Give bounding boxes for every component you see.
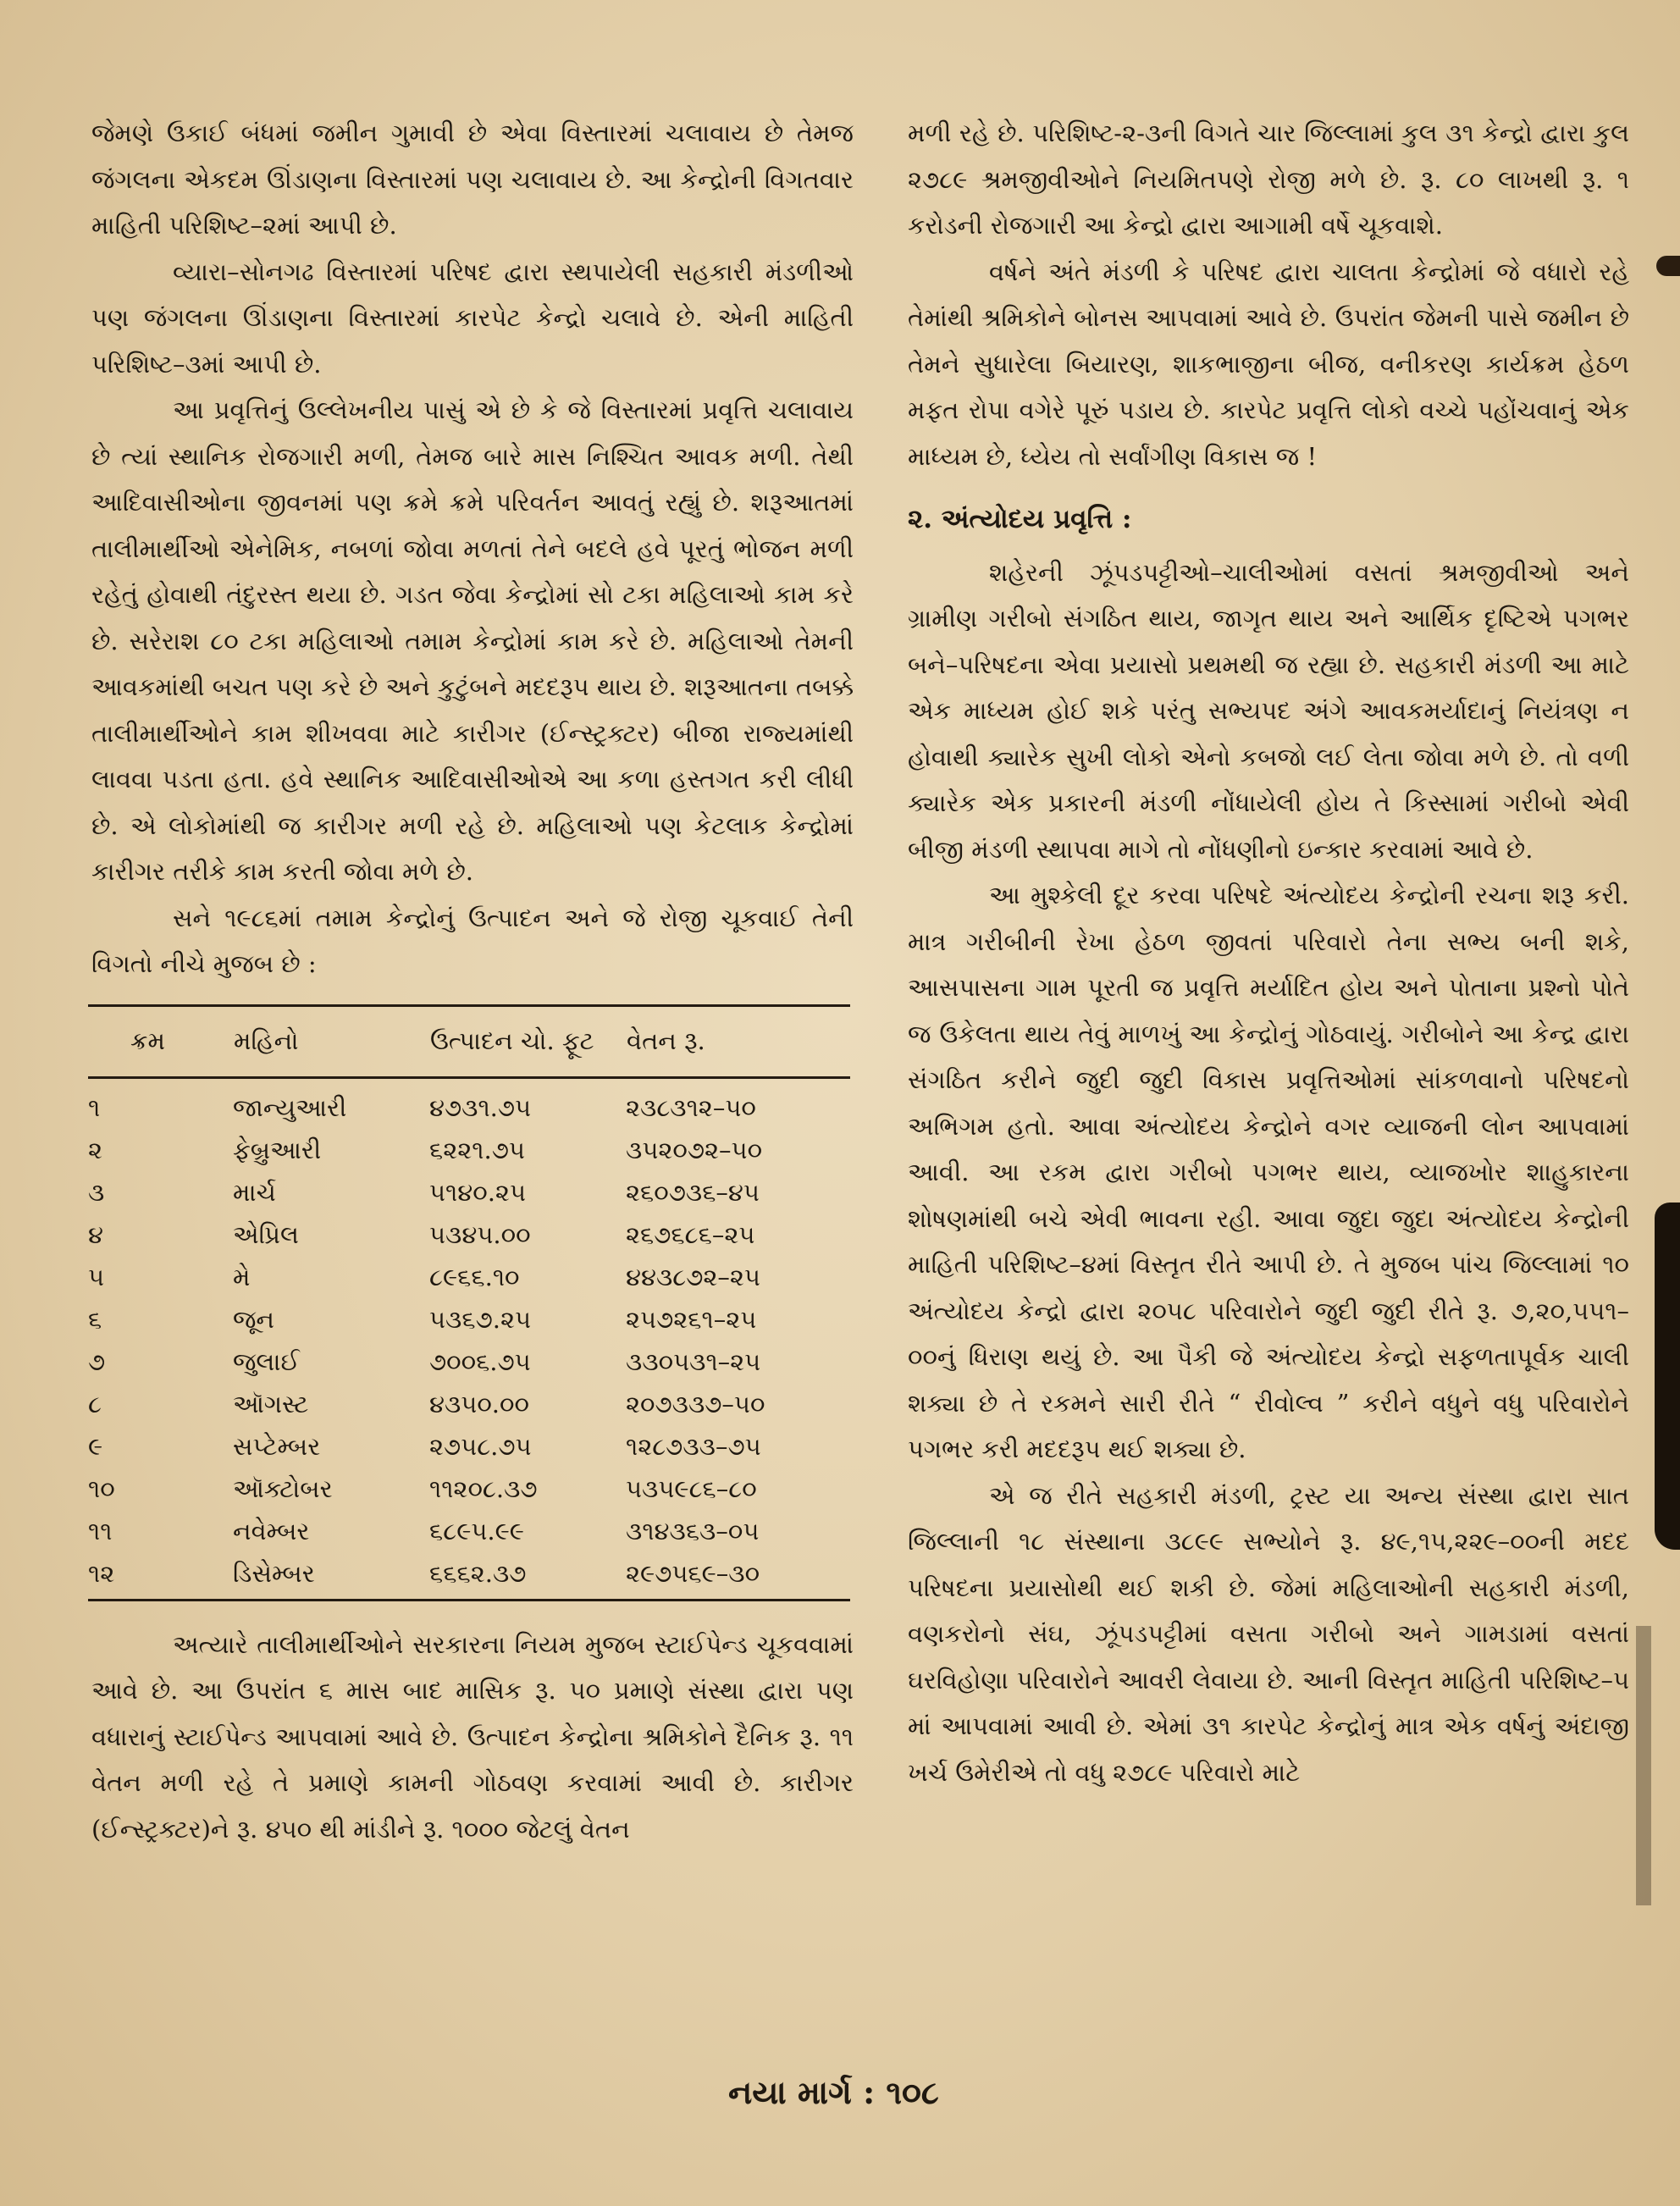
table-row bbox=[88, 1130, 850, 1172]
cell-month: મે bbox=[233, 1263, 251, 1291]
cell-serial: ૯ bbox=[88, 1432, 103, 1461]
cell-serial: ૧૧ bbox=[88, 1517, 113, 1545]
cell-serial: ૧૨ bbox=[88, 1553, 233, 1601]
cell-production: ૬૮૯૫.૯૯ bbox=[429, 1517, 524, 1545]
paragraph: અત્યારે તાલીમાર્થીઓને સરકારના નિયમ મુજબ સ્ટાઈપેન્ડ ચૂકવવામાં આવે છે. આ ઉપરાંત ૬ માસ બાદ માસિક રૂ. ૫૦ પ્રમાણે સંસ્થા દ્વારા પણ વધારાનું સ્ટાઈપેન્ડ આપવામાં આવે છે. ઉત્પાદન કેન્દ્રોના શ્રમિકોને દૈનિક રૂ. ૧૧ વેતન મળી રહે તે પ્રમાણે કામની ગોઠવણ કરવામાં આવી છે. કારીગર (ઈન્સ્ટ્રક્ટર)ને રૂ. ૪૫૦ થી માંડીને રૂ. ૧૦૦૦ જેટલું વેતન bbox=[91, 1629, 854, 1844]
cell-production: ૬૨૨૧.૭૫ bbox=[429, 1136, 525, 1164]
table-header-row bbox=[88, 1005, 850, 1077]
left-column bbox=[88, 110, 854, 1852]
cell-wages: ૨૫૭૨૬૧–૨૫ bbox=[626, 1305, 757, 1334]
production-table bbox=[88, 1004, 850, 1601]
header-wages: વેતન રૂ. bbox=[626, 1005, 850, 1077]
cell-production: ૬૬૬૨.૩૭ bbox=[429, 1553, 626, 1601]
cell-wages: ૨૬૦૭૩૬–૪૫ bbox=[626, 1178, 760, 1207]
page-stain bbox=[1636, 1626, 1651, 1905]
cell-serial: ૬ bbox=[88, 1305, 102, 1334]
cell-wages: ૨૯૭૫૬૯–૩૦ bbox=[626, 1553, 850, 1601]
cell-production: ૪૭૩૧.૭૫ bbox=[429, 1093, 532, 1122]
table-row bbox=[88, 1511, 850, 1553]
cell-serial: ૫ bbox=[88, 1263, 105, 1291]
cell-serial: ૧૦ bbox=[88, 1474, 115, 1503]
table-row bbox=[88, 1468, 850, 1511]
cell-production: ૪૩૫૦.૦૦ bbox=[429, 1390, 529, 1418]
header-month: મહિનો bbox=[233, 1005, 429, 1077]
paragraph: જેમણે ઉકાઈ બંધમાં જમીન ગુમાવી છે એવા વિસ્તારમાં ચલાવાય છે તેમજ જંગલના એકદમ ઊંડાણના વિસ્તારમાં પણ ચલાવાય છે. આ કેન્દ્રોની વિગતવાર માહિતી પરિશિષ્ટ–૨માં આપી છે. bbox=[91, 119, 854, 240]
table-row bbox=[88, 1299, 850, 1341]
page-damage bbox=[1655, 1203, 1680, 1550]
table-row bbox=[88, 1426, 850, 1468]
page-tear bbox=[1656, 256, 1680, 276]
header-production: ઉત્પાદન ચો. ફૂટ bbox=[429, 1005, 626, 1077]
cell-wages: ૨૬૭૬૮૬–૨૫ bbox=[626, 1220, 755, 1249]
cell-wages: ૪૪૩૮૭૨–૨૫ bbox=[626, 1263, 760, 1291]
cell-month: એપ્રિલ bbox=[233, 1220, 299, 1249]
table-row bbox=[88, 1384, 850, 1426]
cell-production: ૭૦૦૬.૭૫ bbox=[429, 1347, 531, 1376]
cell-wages: ૩૫૨૦૭૨–૫૦ bbox=[626, 1136, 763, 1164]
section-heading: ૨. અંત્યોદય પ્રવૃત્તિ : bbox=[908, 504, 1132, 534]
cell-month: જુલાઈ bbox=[233, 1347, 300, 1376]
cell-production: ૫૩૬૭.૨૫ bbox=[429, 1305, 532, 1334]
cell-wages: ૩૩૦૫૩૧–૨૫ bbox=[626, 1347, 761, 1376]
table-row bbox=[88, 1341, 850, 1384]
cell-month: ઑક્ટોબર bbox=[233, 1474, 333, 1503]
paragraph: આ પ્રવૃત્તિનું ઉલ્લેખનીય પાસું એ છે કે જે વિસ્તારમાં પ્રવૃત્તિ ચલાવાય છે ત્યાં સ્થાનિક રોજગારી મળી, તેમજ બારે માસ નિશ્ચિત આવક મળી. તેથી આદિવાસીઓના જીવનમાં પણ ક્રમે ક્રમે પરિવર્તન આવતું રહ્યું છે. શરૂઆતમાં તાલીમાર્થીઓ એનેમિક, નબળાં જોવા મળતાં તેને બદલે હવે પૂરતું ભોજન મળી રહેતું હોવાથી તંદુરસ્ત થયા છે. ગડત જેવા કેન્દ્રોમાં સો ટકા મહિલાઓ કામ કરે છે. સરેરાશ ૮૦ ટકા મહિલાઓ તમામ કેન્દ્રોમાં કામ કરે છે. મહિલાઓ તેમની આવકમાંથી બચત પણ કરે છે અને કુટુંબને મદદરૂપ થાય છે. શરૂઆતના તબક્કે તાલીમાર્થીઓને કામ શીખવવા માટે કારીગર (ઈન્સ્ટ્રક્ટર) બીજા રાજ્યમાંથી લાવવા પડતા હતા. હવે સ્થાનિક આદિવાસીઓએ આ કળા હસ્તગત કરી લીધી છે. એ લોકોમાંથી જ કારીગર મળી રહે છે. મહિલાઓ પણ કેટલાક કેન્દ્રોમાં કારીગર તરીકે કામ કરતી જોવા મળે છે. bbox=[91, 395, 854, 886]
paragraph: સને ૧૯૮૬માં તમામ કેન્દ્રોનું ઉત્પાદન અને જે રોજી ચૂકવાઈ તેની વિગતો નીચે મુજબ છે : bbox=[91, 903, 854, 978]
paragraph: વર્ષને અંતે મંડળી કે પરિષદ દ્વારા ચાલતા કેન્દ્રોમાં જે વધારો રહે તેમાંથી શ્રમિકોને બોનસ આપવામાં આવે છે. ઉપરાંત જેમની પાસે જમીન છે તેમને સુધારેલા બિયારણ, શાકભાજીના બીજ, વનીકરણ કાર્યક્રમ હેઠળ મફત રોપા વગેરે પૂરું પડાય છે. કારપેટ પ્રવૃત્તિ લોકો વચ્ચે પહોંચવાનું એક માધ્યમ છે, ધ્યેય તો સર્વાંગીણ વિકાસ જ ! bbox=[908, 257, 1629, 471]
cell-month: માર્ચ bbox=[233, 1178, 276, 1207]
cell-production: ૫૩૪૫.૦૦ bbox=[429, 1220, 531, 1249]
cell-month: સપ્ટેમ્બર bbox=[233, 1432, 321, 1461]
cell-production: ૨૭૫૮.૭૫ bbox=[429, 1432, 532, 1461]
cell-serial: ૧ bbox=[88, 1093, 101, 1122]
cell-production: ૫૧૪૦.૨૫ bbox=[429, 1178, 526, 1207]
table-row bbox=[88, 1257, 850, 1299]
table-row bbox=[88, 1077, 850, 1130]
cell-production: ૮૯૬૬.૧૦ bbox=[429, 1263, 520, 1291]
page-footer: નયા માર્ગ : ૧૦૮ bbox=[728, 2073, 939, 2111]
cell-wages: ૩૧૪૩૬૩–૦૫ bbox=[626, 1517, 760, 1545]
cell-month: ફેબ્રુઆરી bbox=[233, 1136, 322, 1164]
cell-wages: ૨૩૮૩૧૨–૫૦ bbox=[626, 1093, 756, 1122]
paragraph: આ મુશ્કેલી દૂર કરવા પરિષદે અંત્યોદય કેન્દ્રોની રચના શરૂ કરી. માત્ર ગરીબીની રેખા હેઠળ જીવતાં પરિવારો તેના સભ્ય બની શકે, આસપાસના ગામ પૂરતી જ પ્રવૃત્તિ મર્યાદિત હોય અને પોતાના પ્રશ્નો પોતે જ ઉકેલતા થાય તેવું માળખું આ કેન્દ્રોનું ગોઠવાયું. ગરીબોને આ કેન્દ્ર દ્વારા સંગઠિત કરીને જુદી જુદી વિકાસ પ્રવૃત્તિઓમાં સાંકળવાનો પરિષદનો અભિગમ હતો. આવા અંત્યોદય કેન્દ્રોને વગર વ્યાજની લોન આપવામાં આવી. આ રકમ દ્વારા ગરીબો પગભર થાય, વ્યાજખોર શાહુકારના શોષણમાંથી બચે એવી ભાવના રહી. આવા જુદા જુદા અંત્યોદય કેન્દ્રોની માહિતી પરિશિષ્ટ–૪માં વિસ્તૃત રીતે આપી છે. તે મુજબ પાંચ જિલ્લામાં ૧૦ અંત્યોદય કેન્દ્રો દ્વારા ૨૦૫૮ પરિવારોને જુદી જુદી રીતે રૂ. ૭,૨૦,૫૫૧–૦૦નું ધિરાણ થયું છે. આ પૈકી જે અંત્યોદય કેન્દ્રો સફળતાપૂર્વક ચાલી શક્યા છે તે રકમને સારી રીતે “ રીવોલ્વ ” કરીને વધુને વધુ પરિવારોને પગભર કરી મદદરૂપ થઈ શક્યા છે. bbox=[908, 881, 1629, 1463]
cell-production: ૧૧૨૦૮.૩૭ bbox=[429, 1474, 538, 1503]
paragraph: એ જ રીતે સહકારી મંડળી, ટ્રસ્ટ યા અન્ય સંસ્થા દ્વારા સાત જિલ્લાની ૧૮ સંસ્થાના ૩૮૯૯ સભ્યોને રૂ. ૪૯,૧૫,૨૨૯–૦૦ની મદદ પરિષદના પ્રયાસોથી થઈ શકી છે. જેમાં મહિલાઓની સહકારી મંડળી, વણકરોનો સંઘ, ઝૂંપડપટ્ટીમાં વસતા ગરીબો અને ગામડામાં વસતાં ઘરવિહોણા પરિવારોને આવરી લેવાયા છે. આની વિસ્તૃત માહિતી પરિશિષ્ટ–૫ માં આપવામાં આવી છે. એમાં ૩૧ કારપેટ કેન્દ્રોનું માત્ર એક વર્ષનું અંદાજી ખર્ચ ઉમેરીએ તો વધુ ૨૭૮૯ પરિવારો માટે bbox=[908, 1480, 1629, 1787]
cell-wages: ૫૩૫૯૮૬–૮૦ bbox=[626, 1474, 757, 1503]
cell-month: જાન્યુઆરી bbox=[233, 1093, 347, 1122]
cell-wages: ૧૨૮૭૩૩–૭૫ bbox=[626, 1432, 761, 1461]
table-row bbox=[88, 1214, 850, 1257]
cell-month: નવેમ્બર bbox=[233, 1517, 310, 1545]
cell-month: ઑગસ્ટ bbox=[233, 1390, 309, 1418]
cell-month: ડિસેમ્બર bbox=[233, 1553, 429, 1601]
paragraph: વ્યારા–સોનગઢ વિસ્તારમાં પરિષદ દ્વારા સ્થપાયેલી સહકારી મંડળીઓ પણ જંગલના ઊંડાણના વિસ્તારમાં કારપેટ કેન્દ્રો ચલાવે છે. એની માહિતી પરિશિષ્ટ–૩માં આપી છે. bbox=[91, 257, 854, 379]
paragraph: શહેરની ઝૂંપડપટ્ટીઓ–ચાલીઓમાં વસતાં શ્રમજીવીઓ અને ગ્રામીણ ગરીબો સંગઠિત થાય, જાગૃત થાય અને આર્થિક દૃષ્ટિએ પગભર બને–પરિષદના એવા પ્રયાસો પ્રથમથી જ રહ્યા છે. સહકારી મંડળી આ માટે એક માધ્યમ હોઈ શકે પરંતુ સભ્યપદ અંગે આવકમર્યાદાનું નિયંત્રણ ન હોવાથી ક્યારેક સુખી લોકો એનો કબજો લઈ લેતા જોવા મળે છે. તો વળી ક્યારેક એક પ્રકારની મંડળી નોંધાયેલી હોય તે કિસ્સામાં ગરીબો એવી બીજી મંડળી સ્થાપવા માગે તો નોંધણીનો ઇન્કાર કરવામાં આવે છે. bbox=[908, 557, 1629, 864]
cell-month: જૂન bbox=[233, 1305, 275, 1334]
right-column bbox=[908, 110, 1629, 1795]
cell-serial: ૨ bbox=[88, 1136, 103, 1164]
cell-serial: ૩ bbox=[88, 1178, 105, 1207]
table-row bbox=[88, 1553, 850, 1601]
table-row bbox=[88, 1172, 850, 1214]
cell-serial: ૮ bbox=[88, 1390, 102, 1418]
header-serial: ક્રમ bbox=[88, 1005, 233, 1077]
paragraph: મળી રહે છે. પરિશિષ્ટ-૨-૩ની વિગતે ચાર જિલ્લામાં કુલ ૩૧ કેન્દ્રો દ્વારા કુલ ૨૭૮૯ શ્રમજીવીઓને નિયમિતપણે રોજી મળે છે. રૂ. ૮૦ લાખથી રૂ. ૧ કરોડની રોજગારી આ કેન્દ્રો દ્વારા આગામી વર્ષે ચૂકવાશે. bbox=[908, 119, 1629, 240]
cell-serial: ૭ bbox=[88, 1347, 106, 1376]
cell-serial: ૪ bbox=[88, 1220, 103, 1249]
cell-wages: ૨૦૭૩૩૭–૫૦ bbox=[626, 1390, 765, 1418]
